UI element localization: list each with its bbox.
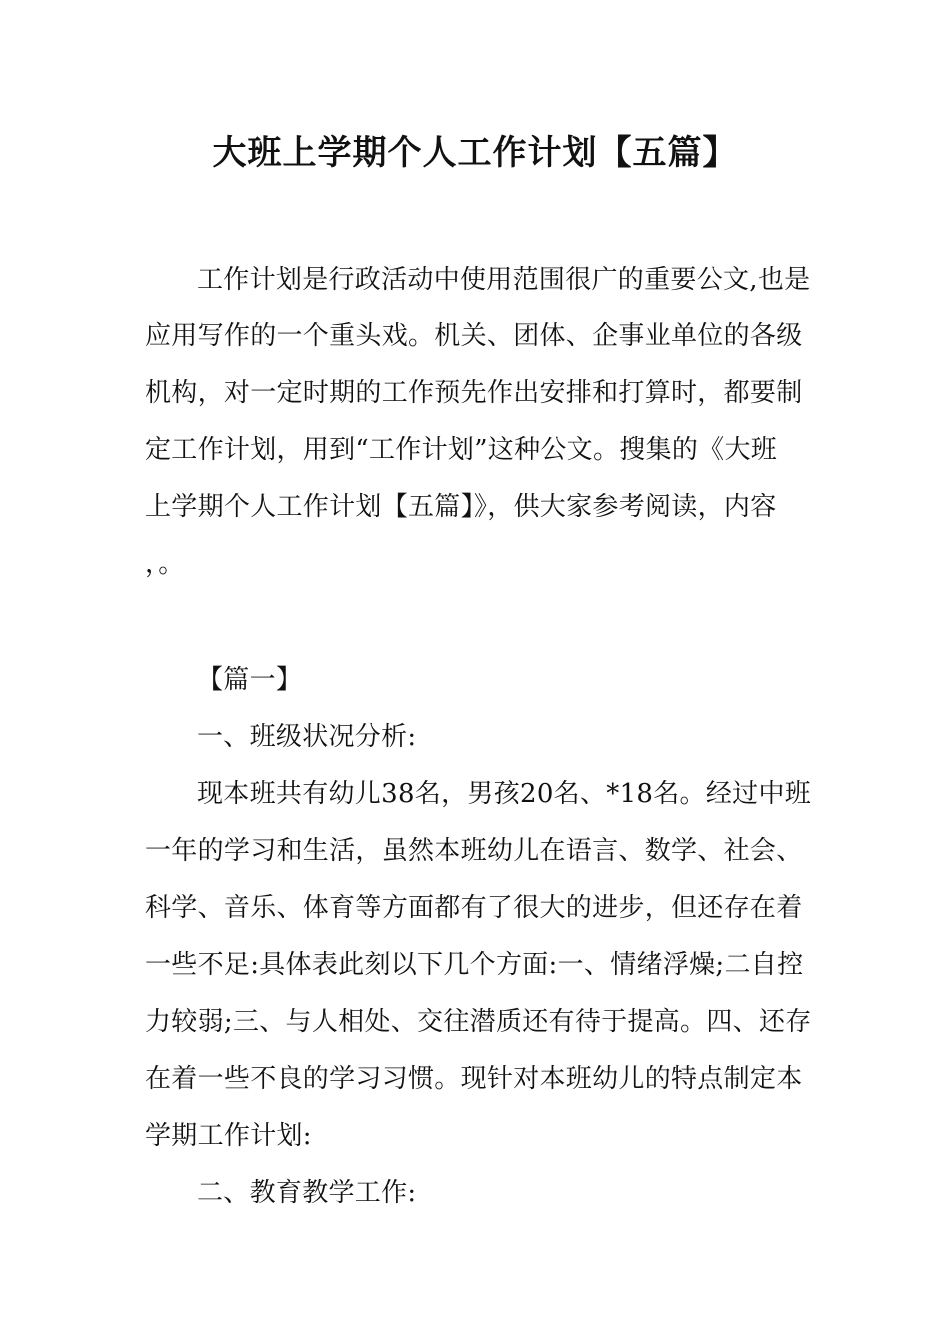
intro-line: 定工作计划，用到“工作计划”这种公文。搜集的《大班 bbox=[145, 435, 778, 465]
intro-line: 工作计划是行政活动中使用范围很广的重要公文,也是 bbox=[197, 265, 811, 295]
intro-line: 机构，对一定时期的工作预先作出安排和打算时，都要制 bbox=[145, 378, 803, 408]
subheading-class-analysis: 一、班级状况分析: bbox=[197, 722, 417, 752]
subheading-teaching-work: 二、教育教学工作: bbox=[197, 1178, 417, 1208]
body-line: 一年的学习和生活，虽然本班幼儿在语言、数学、社会、 bbox=[145, 836, 803, 866]
section-heading: 【篇一】 bbox=[197, 665, 303, 695]
body-line: 科学、音乐、体育等方面都有了很大的进步，但还存在着 bbox=[145, 893, 803, 923]
body-line: 在着一些不良的学习习惯。现针对本班幼儿的特点制定本 bbox=[145, 1064, 803, 1094]
body-line: 学期工作计划: bbox=[145, 1121, 312, 1151]
body-line: 一些不足:具体表此刻以下几个方面:一、情绪浮燥;二自控 bbox=[145, 950, 804, 980]
intro-line: 应用写作的一个重头戏。机关、团体、企事业单位的各级 bbox=[145, 321, 803, 351]
intro-line: 上学期个人工作计划【五篇】》，供大家参考阅读，内容 bbox=[145, 492, 777, 522]
intro-line: ，。 bbox=[145, 549, 185, 579]
body-line: 现本班共有幼儿38名，男孩20名、*18名。经过中班 bbox=[197, 779, 812, 809]
document-title: 大班上学期个人工作计划【五篇】 bbox=[212, 133, 738, 173]
body-line: 力较弱;三、与人相处、交往潜质还有待于提高。四、还存 bbox=[145, 1007, 812, 1037]
